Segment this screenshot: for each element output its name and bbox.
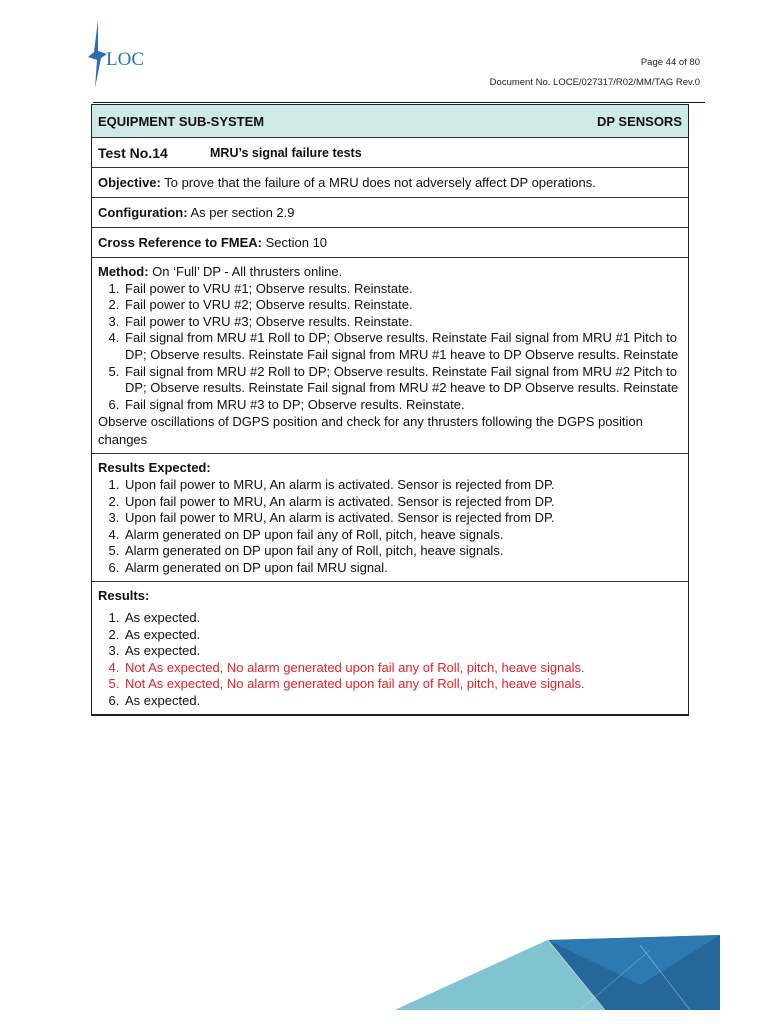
test-table	[91, 104, 689, 716]
equipment-row	[92, 105, 688, 137]
configuration-row	[92, 197, 688, 227]
expected-item: 1. Upon fail power to MRU, An alarm is activated. Sensor is rejected from DP.	[123, 477, 682, 494]
method-step: 6. Fail signal from MRU #3 to DP; Observe results. Reinstate.	[123, 397, 682, 414]
objective-row	[92, 167, 688, 197]
method-step: 4. Fail signal from MRU #1 Roll to DP; Observe results. Reinstate Fail signal from MRU #1 Pitch to DP; Observe results. Reinstate Fail signal from MRU #1 heave to DP Observe results. Reinstate	[123, 330, 682, 363]
fmea-row	[92, 227, 688, 257]
objective-label: Objective:	[98, 175, 161, 190]
expected-row	[92, 453, 688, 580]
method-note: Observe oscillations of DGPS position and check for any thrusters following the DGPS position changes	[98, 414, 643, 448]
equipment-value: DP SENSORS	[596, 113, 682, 129]
footer-decoration	[0, 925, 768, 1024]
expected-item: 4. Alarm generated on DP upon fail any of Roll, pitch, heave signals.	[123, 527, 682, 544]
method-row	[92, 257, 688, 453]
result-item: 6. As expected.	[123, 693, 682, 710]
method-steps	[98, 281, 682, 414]
expected-item: 3. Upon fail power to MRU, An alarm is activated. Sensor is rejected from DP.	[123, 510, 682, 527]
method-step: 5. Fail signal from MRU #2 Roll to DP; Observe results. Reinstate Fail signal from MRU #2 Pitch to DP; Observe results. Reinstate Fail signal from MRU #2 heave to DP Observe results. Reinstate	[123, 364, 682, 397]
objective-text: To prove that the failure of a MRU does not adversely affect DP operations.	[160, 175, 596, 190]
expected-list	[98, 477, 682, 577]
method-step: 2. Fail power to VRU #2; Observe results. Reinstate.	[123, 297, 682, 314]
result-item: 1. As expected.	[123, 610, 682, 627]
test-row	[92, 137, 688, 167]
loc-logo	[86, 20, 166, 90]
expected-item: 6. Alarm generated on DP upon fail MRU signal.	[123, 560, 682, 577]
method-step: 3. Fail power to VRU #3; Observe results. Reinstate.	[123, 314, 682, 331]
method-text: On ‘Full’ DP - All thrusters online.	[148, 264, 343, 279]
results-list	[98, 610, 682, 710]
results-row	[92, 581, 688, 714]
equipment-label: EQUIPMENT SUB-SYSTEM	[98, 113, 265, 129]
expected-item: 2. Upon fail power to MRU, An alarm is activated. Sensor is rejected from DP.	[123, 494, 682, 511]
logo-bolt-icon	[88, 20, 107, 88]
fmea-label: Cross Reference to FMEA:	[98, 235, 262, 250]
test-title: MRU’s signal failure tests	[210, 145, 362, 160]
method-step: 1. Fail power to VRU #1; Observe results. Reinstate.	[123, 281, 682, 298]
test-number: Test No.14	[98, 144, 168, 161]
result-item-fail: 4. Not As expected, No alarm generated upon fail any of Roll, pitch, heave signals.	[123, 660, 682, 677]
fmea-text: Section 10	[261, 235, 328, 250]
configuration-label: Configuration:	[98, 205, 188, 220]
expected-label: Results Expected:	[98, 460, 211, 476]
page-number: Page 44 of 80	[640, 57, 700, 68]
header-divider	[93, 102, 705, 103]
results-label: Results:	[98, 587, 150, 603]
logo-text: LOC	[106, 49, 144, 70]
result-item: 3. As expected.	[123, 643, 682, 660]
document-number: Document No. LOCE/027317/R02/MM/TAG Rev.0	[489, 77, 700, 88]
method-label: Method:	[98, 264, 149, 279]
expected-item: 5. Alarm generated on DP upon fail any of Roll, pitch, heave signals.	[123, 543, 682, 560]
result-item-fail: 5. Not As expected, No alarm generated upon fail any of Roll, pitch, heave signals.	[123, 676, 682, 693]
result-item: 2. As expected.	[123, 627, 682, 644]
configuration-text: As per section 2.9	[187, 205, 295, 220]
